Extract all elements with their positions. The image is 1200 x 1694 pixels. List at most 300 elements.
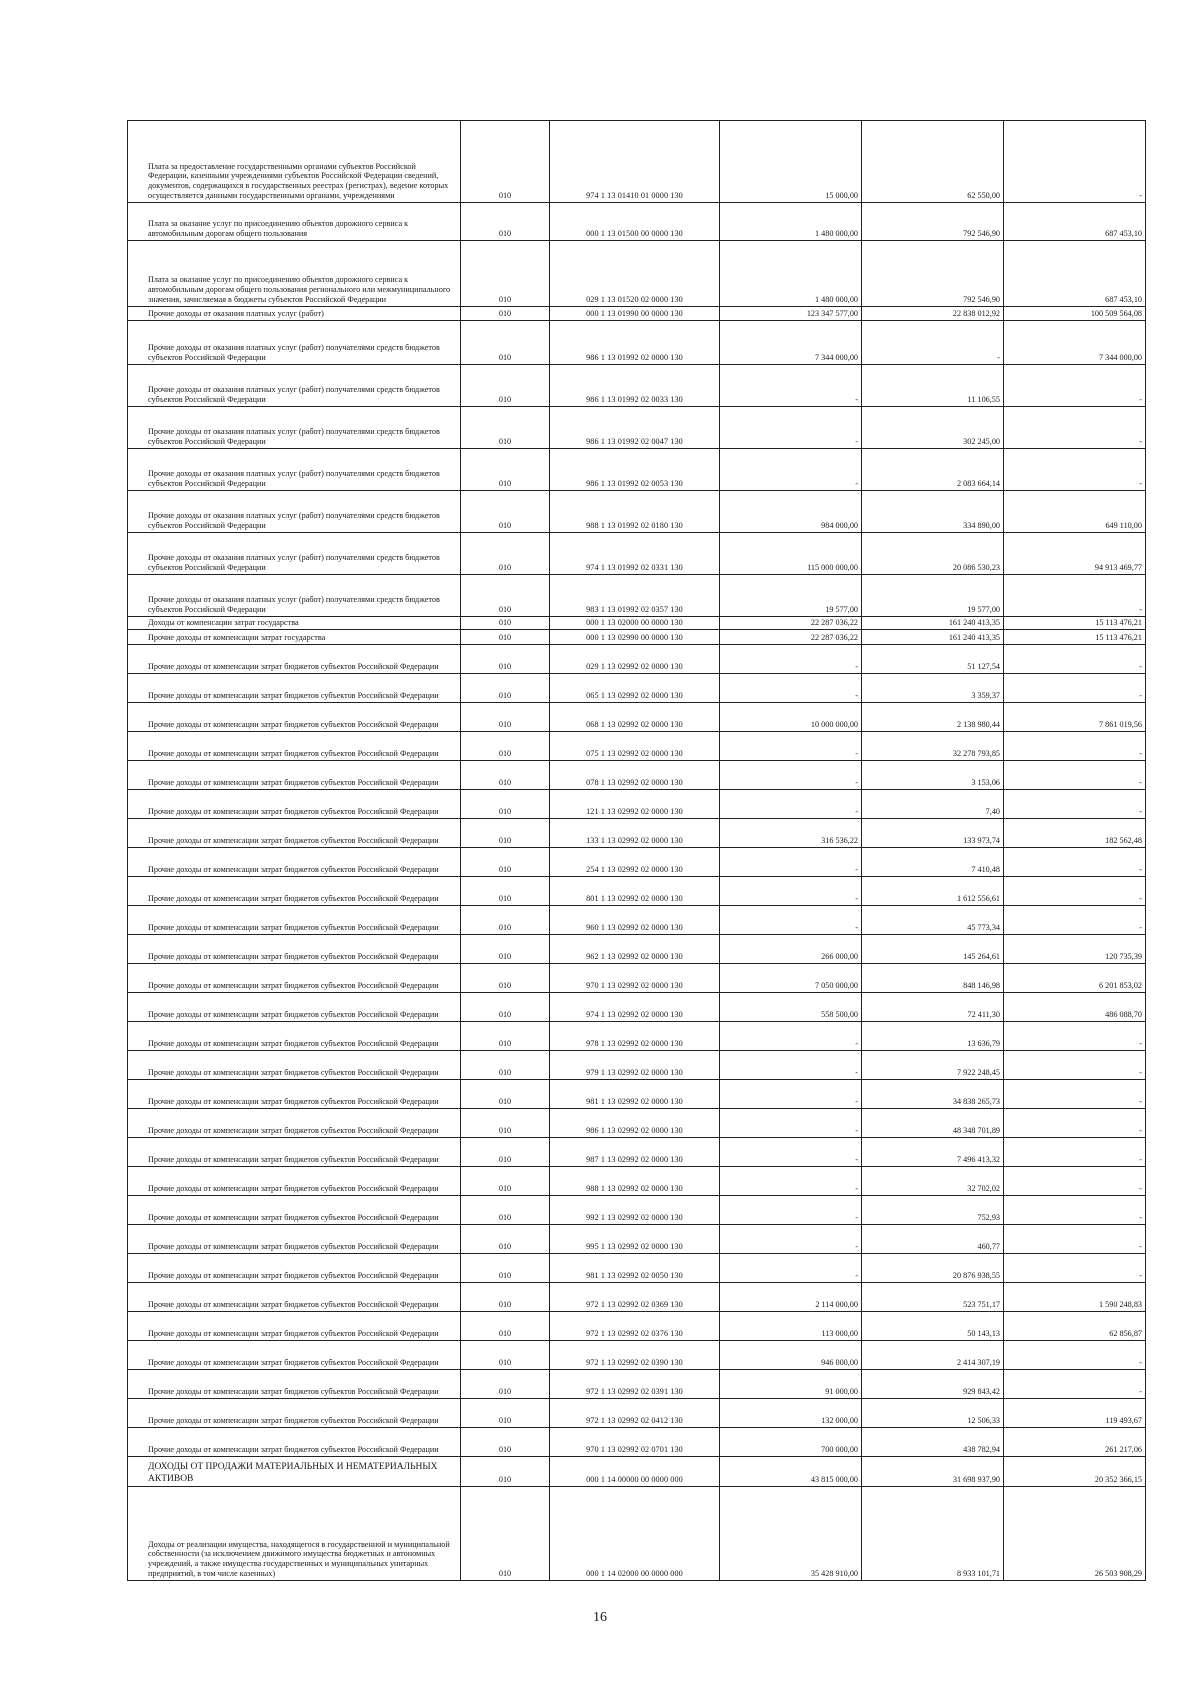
executed-amount-cell: 929 843,42 bbox=[862, 1370, 1004, 1399]
approved-amount-cell: 1 480 000,00 bbox=[720, 241, 862, 307]
approved-amount-cell: 700 000,00 bbox=[720, 1428, 862, 1457]
table-row bbox=[128, 964, 1146, 993]
line-code-cell: 010 bbox=[461, 877, 550, 906]
budget-classification-code-cell: 988 1 13 01992 02 0180 130 bbox=[550, 491, 720, 533]
approved-amount-cell: - bbox=[720, 674, 862, 703]
approved-amount-cell: 113 000,00 bbox=[720, 1312, 862, 1341]
table-row bbox=[128, 617, 1146, 630]
budget-classification-code-cell: 000 1 13 02990 00 0000 130 bbox=[550, 630, 720, 645]
income-name-cell: Плата за оказание услуг по присоединению объектов дорожного сервиса к автомобильным дорогам общего пользования bbox=[128, 203, 461, 241]
budget-classification-code-cell: 972 1 13 02992 02 0391 130 bbox=[550, 1370, 720, 1399]
income-name-cell: Прочие доходы от компенсации затрат бюджетов субъектов Российской Федерации bbox=[128, 1022, 461, 1051]
income-name-cell: Прочие доходы от компенсации затрат бюджетов субъектов Российской Федерации bbox=[128, 761, 461, 790]
table-row bbox=[128, 1225, 1146, 1254]
unexecuted-amount-cell: - bbox=[1004, 848, 1146, 877]
line-code-cell: 010 bbox=[461, 703, 550, 732]
approved-amount-cell: - bbox=[720, 1138, 862, 1167]
line-code-cell: 010 bbox=[461, 307, 550, 321]
line-code-cell: 010 bbox=[461, 1341, 550, 1370]
table-row bbox=[128, 848, 1146, 877]
executed-amount-cell: 2 083 664,14 bbox=[862, 449, 1004, 491]
budget-classification-code-cell: 986 1 13 01992 02 0000 130 bbox=[550, 321, 720, 365]
table-row bbox=[128, 1022, 1146, 1051]
executed-amount-cell: 12 506,33 bbox=[862, 1399, 1004, 1428]
budget-classification-code-cell: 992 1 13 02992 02 0000 130 bbox=[550, 1196, 720, 1225]
executed-amount-cell: 3 153,06 bbox=[862, 761, 1004, 790]
line-code-cell: 010 bbox=[461, 1138, 550, 1167]
executed-amount-cell: 34 838 265,73 bbox=[862, 1080, 1004, 1109]
unexecuted-amount-cell: 486 088,70 bbox=[1004, 993, 1146, 1022]
approved-amount-cell: 19 577,00 bbox=[720, 575, 862, 617]
approved-amount-cell: - bbox=[720, 848, 862, 877]
income-name-cell: Доходы от реализации имущества, находящегося в государственной и муниципальной собственности (за исключением движимого имущества бюджетных и автономных учреждений, а также имущества государственных и муниципальных унитарных предприятий, в том числе казенных) bbox=[128, 1487, 461, 1581]
table-row bbox=[128, 533, 1146, 575]
income-name-cell: Прочие доходы от компенсации затрат бюджетов субъектов Российской Федерации bbox=[128, 1225, 461, 1254]
unexecuted-amount-cell: 15 113 476,21 bbox=[1004, 617, 1146, 630]
income-name-cell: Прочие доходы от оказания платных услуг (работ) bbox=[128, 307, 461, 321]
line-code-cell: 010 bbox=[461, 1051, 550, 1080]
line-code-cell: 010 bbox=[461, 1487, 550, 1581]
report-table bbox=[127, 120, 1146, 1581]
executed-amount-cell: 2 414 307,19 bbox=[862, 1341, 1004, 1370]
executed-amount-cell: 161 240 413,35 bbox=[862, 630, 1004, 645]
approved-amount-cell: 2 114 000,00 bbox=[720, 1283, 862, 1312]
executed-amount-cell: 792 546,90 bbox=[862, 203, 1004, 241]
approved-amount-cell: - bbox=[720, 1167, 862, 1196]
unexecuted-amount-cell: - bbox=[1004, 1370, 1146, 1399]
budget-classification-code-cell: 029 1 13 01520 02 0000 130 bbox=[550, 241, 720, 307]
unexecuted-amount-cell: 94 913 469,77 bbox=[1004, 533, 1146, 575]
approved-amount-cell: 132 000,00 bbox=[720, 1399, 862, 1428]
budget-classification-code-cell: 979 1 13 02992 02 0000 130 bbox=[550, 1051, 720, 1080]
income-name-cell: Прочие доходы от компенсации затрат бюджетов субъектов Российской Федерации bbox=[128, 1080, 461, 1109]
executed-amount-cell: 145 264,61 bbox=[862, 935, 1004, 964]
table-row bbox=[128, 703, 1146, 732]
line-code-cell: 010 bbox=[461, 906, 550, 935]
income-name-cell: Прочие доходы от оказания платных услуг (работ) получателями средств бюджетов субъектов Российской Федерации bbox=[128, 407, 461, 449]
approved-amount-cell: - bbox=[720, 1225, 862, 1254]
income-name-cell: Прочие доходы от компенсации затрат бюджетов субъектов Российской Федерации bbox=[128, 906, 461, 935]
income-name-cell: Прочие доходы от компенсации затрат бюджетов субъектов Российской Федерации bbox=[128, 819, 461, 848]
budget-classification-code-cell: 986 1 13 01992 02 0033 130 bbox=[550, 365, 720, 407]
table-row bbox=[128, 365, 1146, 407]
executed-amount-cell: 20 086 530,23 bbox=[862, 533, 1004, 575]
income-name-cell: Прочие доходы от оказания платных услуг (работ) получателями средств бюджетов субъектов Российской Федерации bbox=[128, 449, 461, 491]
approved-amount-cell: 946 000,00 bbox=[720, 1341, 862, 1370]
budget-classification-code-cell: 078 1 13 02992 02 0000 130 bbox=[550, 761, 720, 790]
unexecuted-amount-cell: - bbox=[1004, 365, 1146, 407]
line-code-cell: 010 bbox=[461, 1080, 550, 1109]
unexecuted-amount-cell: 1 590 248,83 bbox=[1004, 1283, 1146, 1312]
table-row bbox=[128, 1051, 1146, 1080]
budget-classification-code-cell: 972 1 13 02992 02 0376 130 bbox=[550, 1312, 720, 1341]
budget-classification-code-cell: 121 1 13 02992 02 0000 130 bbox=[550, 790, 720, 819]
line-code-cell: 010 bbox=[461, 819, 550, 848]
line-code-cell: 010 bbox=[461, 964, 550, 993]
unexecuted-amount-cell: - bbox=[1004, 1254, 1146, 1283]
income-name-cell: Прочие доходы от компенсации затрат бюджетов субъектов Российской Федерации bbox=[128, 964, 461, 993]
table-row bbox=[128, 449, 1146, 491]
approved-amount-cell: 115 000 000,00 bbox=[720, 533, 862, 575]
line-code-cell: 010 bbox=[461, 241, 550, 307]
budget-classification-code-cell: 981 1 13 02992 02 0000 130 bbox=[550, 1080, 720, 1109]
line-code-cell: 010 bbox=[461, 1370, 550, 1399]
unexecuted-amount-cell: - bbox=[1004, 1167, 1146, 1196]
approved-amount-cell: 35 428 910,00 bbox=[720, 1487, 862, 1581]
unexecuted-amount-cell: 62 856,87 bbox=[1004, 1312, 1146, 1341]
approved-amount-cell: - bbox=[720, 1080, 862, 1109]
approved-amount-cell: 7 050 000,00 bbox=[720, 964, 862, 993]
budget-classification-code-cell: 987 1 13 02992 02 0000 130 bbox=[550, 1138, 720, 1167]
unexecuted-amount-cell: 7 861 019,56 bbox=[1004, 703, 1146, 732]
approved-amount-cell: - bbox=[720, 1022, 862, 1051]
approved-amount-cell: - bbox=[720, 1109, 862, 1138]
income-name-cell: Прочие доходы от компенсации затрат бюджетов субъектов Российской Федерации bbox=[128, 645, 461, 674]
income-name-cell: Прочие доходы от компенсации затрат бюджетов субъектов Российской Федерации bbox=[128, 877, 461, 906]
executed-amount-cell: 848 146,98 bbox=[862, 964, 1004, 993]
unexecuted-amount-cell: - bbox=[1004, 790, 1146, 819]
unexecuted-amount-cell: 20 352 366,15 bbox=[1004, 1457, 1146, 1487]
line-code-cell: 010 bbox=[461, 1225, 550, 1254]
unexecuted-amount-cell: 649 110,00 bbox=[1004, 491, 1146, 533]
table-row bbox=[128, 1428, 1146, 1457]
budget-classification-code-cell: 972 1 13 02992 02 0369 130 bbox=[550, 1283, 720, 1312]
table-row bbox=[128, 1399, 1146, 1428]
executed-amount-cell: 334 890,00 bbox=[862, 491, 1004, 533]
line-code-cell: 010 bbox=[461, 203, 550, 241]
unexecuted-amount-cell: 261 217,06 bbox=[1004, 1428, 1146, 1457]
approved-amount-cell: - bbox=[720, 645, 862, 674]
income-name-cell: Прочие доходы от оказания платных услуг (работ) получателями средств бюджетов субъектов Российской Федерации bbox=[128, 491, 461, 533]
unexecuted-amount-cell: - bbox=[1004, 449, 1146, 491]
line-code-cell: 010 bbox=[461, 1254, 550, 1283]
approved-amount-cell: 558 500,00 bbox=[720, 993, 862, 1022]
unexecuted-amount-cell: - bbox=[1004, 645, 1146, 674]
unexecuted-amount-cell: - bbox=[1004, 1341, 1146, 1370]
approved-amount-cell: - bbox=[720, 365, 862, 407]
table-row bbox=[128, 1109, 1146, 1138]
budget-classification-code-cell: 981 1 13 02992 02 0050 130 bbox=[550, 1254, 720, 1283]
budget-classification-code-cell: 986 1 13 01992 02 0047 130 bbox=[550, 407, 720, 449]
budget-classification-code-cell: 974 1 13 01992 02 0331 130 bbox=[550, 533, 720, 575]
budget-classification-code-cell: 000 1 13 01990 00 0000 130 bbox=[550, 307, 720, 321]
executed-amount-cell: 48 348 701,89 bbox=[862, 1109, 1004, 1138]
approved-amount-cell: - bbox=[720, 761, 862, 790]
table-row bbox=[128, 877, 1146, 906]
executed-amount-cell: 460,77 bbox=[862, 1225, 1004, 1254]
budget-classification-code-cell: 986 1 13 02992 02 0000 130 bbox=[550, 1109, 720, 1138]
approved-amount-cell: - bbox=[720, 732, 862, 761]
line-code-cell: 010 bbox=[461, 630, 550, 645]
line-code-cell: 010 bbox=[461, 674, 550, 703]
table-row bbox=[128, 575, 1146, 617]
table-row bbox=[128, 819, 1146, 848]
executed-amount-cell: 50 143,13 bbox=[862, 1312, 1004, 1341]
table-row bbox=[128, 630, 1146, 645]
unexecuted-amount-cell: - bbox=[1004, 1051, 1146, 1080]
line-code-cell: 010 bbox=[461, 321, 550, 365]
executed-amount-cell: 1 612 556,61 bbox=[862, 877, 1004, 906]
approved-amount-cell: 316 536,22 bbox=[720, 819, 862, 848]
table-row bbox=[128, 1167, 1146, 1196]
unexecuted-amount-cell: - bbox=[1004, 1080, 1146, 1109]
budget-classification-code-cell: 988 1 13 02992 02 0000 130 bbox=[550, 1167, 720, 1196]
line-code-cell: 010 bbox=[461, 848, 550, 877]
line-code-cell: 010 bbox=[461, 365, 550, 407]
income-name-cell: Прочие доходы от компенсации затрат бюджетов субъектов Российской Федерации bbox=[128, 993, 461, 1022]
approved-amount-cell: - bbox=[720, 906, 862, 935]
budget-classification-code-cell: 801 1 13 02992 02 0000 130 bbox=[550, 877, 720, 906]
approved-amount-cell: - bbox=[720, 877, 862, 906]
income-name-cell: Прочие доходы от оказания платных услуг (работ) получателями средств бюджетов субъектов Российской Федерации bbox=[128, 365, 461, 407]
budget-classification-code-cell: 000 1 13 02000 00 0000 130 bbox=[550, 617, 720, 630]
table-row bbox=[128, 1457, 1146, 1487]
line-code-cell: 010 bbox=[461, 1283, 550, 1312]
unexecuted-amount-cell: 120 735,39 bbox=[1004, 935, 1146, 964]
unexecuted-amount-cell: 119 493,67 bbox=[1004, 1399, 1146, 1428]
unexecuted-amount-cell: - bbox=[1004, 674, 1146, 703]
line-code-cell: 010 bbox=[461, 449, 550, 491]
line-code-cell: 010 bbox=[461, 1022, 550, 1051]
approved-amount-cell: 15 000,00 bbox=[720, 121, 862, 203]
unexecuted-amount-cell: 26 503 908,29 bbox=[1004, 1487, 1146, 1581]
approved-amount-cell: 91 000,00 bbox=[720, 1370, 862, 1399]
line-code-cell: 010 bbox=[461, 407, 550, 449]
table-row bbox=[128, 1196, 1146, 1225]
table-row bbox=[128, 1312, 1146, 1341]
executed-amount-cell: 523 751,17 bbox=[862, 1283, 1004, 1312]
executed-amount-cell: 72 411,30 bbox=[862, 993, 1004, 1022]
line-code-cell: 010 bbox=[461, 121, 550, 203]
income-name-cell: Прочие доходы от компенсации затрат бюджетов субъектов Российской Федерации bbox=[128, 732, 461, 761]
income-name-cell: Прочие доходы от компенсации затрат государства bbox=[128, 630, 461, 645]
line-code-cell: 010 bbox=[461, 1457, 550, 1487]
unexecuted-amount-cell: - bbox=[1004, 906, 1146, 935]
line-code-cell: 010 bbox=[461, 761, 550, 790]
executed-amount-cell: 2 138 980,44 bbox=[862, 703, 1004, 732]
income-name-cell: Прочие доходы от компенсации затрат бюджетов субъектов Российской Федерации bbox=[128, 1399, 461, 1428]
budget-classification-code-cell: 995 1 13 02992 02 0000 130 bbox=[550, 1225, 720, 1254]
unexecuted-amount-cell: 6 201 853,02 bbox=[1004, 964, 1146, 993]
income-name-cell: Прочие доходы от компенсации затрат бюджетов субъектов Российской Федерации bbox=[128, 1283, 461, 1312]
executed-amount-cell: 11 106,55 bbox=[862, 365, 1004, 407]
line-code-cell: 010 bbox=[461, 617, 550, 630]
income-name-cell: Прочие доходы от оказания платных услуг (работ) получателями средств бюджетов субъектов Российской Федерации bbox=[128, 321, 461, 365]
table-row bbox=[128, 1254, 1146, 1283]
unexecuted-amount-cell: 687 453,10 bbox=[1004, 241, 1146, 307]
income-name-cell: Прочие доходы от компенсации затрат бюджетов субъектов Российской Федерации bbox=[128, 1370, 461, 1399]
budget-classification-code-cell: 983 1 13 01992 02 0357 130 bbox=[550, 575, 720, 617]
executed-amount-cell: 7 410,48 bbox=[862, 848, 1004, 877]
line-code-cell: 010 bbox=[461, 645, 550, 674]
line-code-cell: 010 bbox=[461, 1109, 550, 1138]
table-row bbox=[128, 241, 1146, 307]
unexecuted-amount-cell: - bbox=[1004, 1138, 1146, 1167]
table-row bbox=[128, 761, 1146, 790]
executed-amount-cell: 7,40 bbox=[862, 790, 1004, 819]
table-row bbox=[128, 1370, 1146, 1399]
approved-amount-cell: - bbox=[720, 1196, 862, 1225]
unexecuted-amount-cell: - bbox=[1004, 1109, 1146, 1138]
page-number: 16 bbox=[593, 1610, 607, 1625]
income-name-cell: Прочие доходы от компенсации затрат бюджетов субъектов Российской Федерации bbox=[128, 935, 461, 964]
executed-amount-cell: 792 546,90 bbox=[862, 241, 1004, 307]
executed-amount-cell: 7 922 248,45 bbox=[862, 1051, 1004, 1080]
budget-classification-code-cell: 960 1 13 02992 02 0000 130 bbox=[550, 906, 720, 935]
income-name-cell: Прочие доходы от компенсации затрат бюджетов субъектов Российской Федерации bbox=[128, 1051, 461, 1080]
table-row bbox=[128, 1138, 1146, 1167]
executed-amount-cell: 7 496 413,32 bbox=[862, 1138, 1004, 1167]
executed-amount-cell: 19 577,00 bbox=[862, 575, 1004, 617]
executed-amount-cell: 45 773,34 bbox=[862, 906, 1004, 935]
unexecuted-amount-cell: - bbox=[1004, 1022, 1146, 1051]
approved-amount-cell: 43 815 000,00 bbox=[720, 1457, 862, 1487]
approved-amount-cell: 7 344 000,00 bbox=[720, 321, 862, 365]
income-name-cell: Прочие доходы от компенсации затрат бюджетов субъектов Российской Федерации bbox=[128, 1196, 461, 1225]
table-row bbox=[128, 1283, 1146, 1312]
table-row bbox=[128, 407, 1146, 449]
executed-amount-cell: 133 973,74 bbox=[862, 819, 1004, 848]
unexecuted-amount-cell: 100 509 564,08 bbox=[1004, 307, 1146, 321]
budget-classification-code-cell: 029 1 13 02992 02 0000 130 bbox=[550, 645, 720, 674]
table-row bbox=[128, 645, 1146, 674]
executed-amount-cell: 752,93 bbox=[862, 1196, 1004, 1225]
table-row bbox=[128, 121, 1146, 203]
income-name-cell: Прочие доходы от оказания платных услуг (работ) получателями средств бюджетов субъектов Российской Федерации bbox=[128, 575, 461, 617]
executed-amount-cell: 22 838 012,92 bbox=[862, 307, 1004, 321]
approved-amount-cell: 22 287 036,22 bbox=[720, 630, 862, 645]
approved-amount-cell: 266 000,00 bbox=[720, 935, 862, 964]
budget-classification-code-cell: 986 1 13 01992 02 0053 130 bbox=[550, 449, 720, 491]
line-code-cell: 010 bbox=[461, 491, 550, 533]
budget-classification-code-cell: 254 1 13 02992 02 0000 130 bbox=[550, 848, 720, 877]
table-row bbox=[128, 674, 1146, 703]
income-name-cell: Прочие доходы от компенсации затрат бюджетов субъектов Российской Федерации bbox=[128, 1167, 461, 1196]
income-name-cell: Прочие доходы от компенсации затрат бюджетов субъектов Российской Федерации bbox=[128, 1254, 461, 1283]
approved-amount-cell: - bbox=[720, 790, 862, 819]
income-name-cell: Прочие доходы от оказания платных услуг (работ) получателями средств бюджетов субъектов Российской Федерации bbox=[128, 533, 461, 575]
executed-amount-cell: 62 550,00 bbox=[862, 121, 1004, 203]
income-name-cell: Прочие доходы от компенсации затрат бюджетов субъектов Российской Федерации bbox=[128, 1312, 461, 1341]
budget-classification-code-cell: 974 1 13 01410 01 0000 130 bbox=[550, 121, 720, 203]
table-row bbox=[128, 906, 1146, 935]
income-name-cell: Доходы от компенсации затрат государства bbox=[128, 617, 461, 630]
unexecuted-amount-cell: - bbox=[1004, 121, 1146, 203]
income-name-cell: Прочие доходы от компенсации затрат бюджетов субъектов Российской Федерации bbox=[128, 1138, 461, 1167]
table-row bbox=[128, 203, 1146, 241]
income-name-cell: Прочие доходы от компенсации затрат бюджетов субъектов Российской Федерации bbox=[128, 1341, 461, 1370]
budget-classification-code-cell: 065 1 13 02992 02 0000 130 bbox=[550, 674, 720, 703]
unexecuted-amount-cell: - bbox=[1004, 407, 1146, 449]
unexecuted-amount-cell: - bbox=[1004, 761, 1146, 790]
report-table-body bbox=[128, 121, 1146, 1581]
income-name-cell: Прочие доходы от компенсации затрат бюджетов субъектов Российской Федерации bbox=[128, 1428, 461, 1457]
executed-amount-cell: 20 876 938,55 bbox=[862, 1254, 1004, 1283]
line-code-cell: 010 bbox=[461, 1167, 550, 1196]
table-row bbox=[128, 732, 1146, 761]
approved-amount-cell: 22 287 036,22 bbox=[720, 617, 862, 630]
approved-amount-cell: 123 347 577,00 bbox=[720, 307, 862, 321]
executed-amount-cell: 161 240 413,35 bbox=[862, 617, 1004, 630]
income-name-cell: Прочие доходы от компенсации затрат бюджетов субъектов Российской Федерации bbox=[128, 848, 461, 877]
income-name-cell: Прочие доходы от компенсации затрат бюджетов субъектов Российской Федерации bbox=[128, 790, 461, 819]
table-row bbox=[128, 790, 1146, 819]
approved-amount-cell: - bbox=[720, 1254, 862, 1283]
approved-amount-cell: 1 480 000,00 bbox=[720, 203, 862, 241]
executed-amount-cell: 32 278 793,85 bbox=[862, 732, 1004, 761]
approved-amount-cell: - bbox=[720, 449, 862, 491]
table-row bbox=[128, 1080, 1146, 1109]
line-code-cell: 010 bbox=[461, 993, 550, 1022]
unexecuted-amount-cell: - bbox=[1004, 732, 1146, 761]
budget-classification-code-cell: 972 1 13 02992 02 0412 130 bbox=[550, 1399, 720, 1428]
budget-classification-code-cell: 970 1 13 02992 02 0701 130 bbox=[550, 1428, 720, 1457]
income-name-cell: Плата за предоставление государственными органами субъектов Российской Федерации, казенными учреждениями субъектов Российской Федерации сведений, документов, содержащихся в государственных реестрах (регистрах), ведение которых осуществляется данными государственными органами, учреждениями bbox=[128, 121, 461, 203]
unexecuted-amount-cell: 687 453,10 bbox=[1004, 203, 1146, 241]
executed-amount-cell: 302 245,00 bbox=[862, 407, 1004, 449]
approved-amount-cell: 10 000 000,00 bbox=[720, 703, 862, 732]
line-code-cell: 010 bbox=[461, 1399, 550, 1428]
table-row bbox=[128, 1341, 1146, 1370]
line-code-cell: 010 bbox=[461, 533, 550, 575]
executed-amount-cell: 13 636,79 bbox=[862, 1022, 1004, 1051]
unexecuted-amount-cell: - bbox=[1004, 575, 1146, 617]
approved-amount-cell: - bbox=[720, 1051, 862, 1080]
executed-amount-cell: 438 782,94 bbox=[862, 1428, 1004, 1457]
table-row bbox=[128, 307, 1146, 321]
unexecuted-amount-cell: 182 562,48 bbox=[1004, 819, 1146, 848]
income-name-cell: Плата за оказание услуг по присоединению объектов дорожного сервиса к автомобильным дорогам общего пользования регионального или межмуниципального значения, зачисляемая в бюджеты субъектов Российской Федерации bbox=[128, 241, 461, 307]
line-code-cell: 010 bbox=[461, 1196, 550, 1225]
income-name-cell: Прочие доходы от компенсации затрат бюджетов субъектов Российской Федерации bbox=[128, 1109, 461, 1138]
table-row bbox=[128, 1487, 1146, 1581]
line-code-cell: 010 bbox=[461, 1428, 550, 1457]
income-name-cell: Прочие доходы от компенсации затрат бюджетов субъектов Российской Федерации bbox=[128, 674, 461, 703]
budget-classification-code-cell: 978 1 13 02992 02 0000 130 bbox=[550, 1022, 720, 1051]
unexecuted-amount-cell: 15 113 476,21 bbox=[1004, 630, 1146, 645]
executed-amount-cell: 31 698 937,90 bbox=[862, 1457, 1004, 1487]
line-code-cell: 010 bbox=[461, 732, 550, 761]
executed-amount-cell: 51 127,54 bbox=[862, 645, 1004, 674]
approved-amount-cell: 984 000,00 bbox=[720, 491, 862, 533]
budget-classification-code-cell: 075 1 13 02992 02 0000 130 bbox=[550, 732, 720, 761]
budget-classification-code-cell: 962 1 13 02992 02 0000 130 bbox=[550, 935, 720, 964]
budget-classification-code-cell: 974 1 13 02992 02 0000 130 bbox=[550, 993, 720, 1022]
executed-amount-cell: 8 933 101,71 bbox=[862, 1487, 1004, 1581]
table-row bbox=[128, 321, 1146, 365]
unexecuted-amount-cell: - bbox=[1004, 1196, 1146, 1225]
budget-classification-code-cell: 133 1 13 02992 02 0000 130 bbox=[550, 819, 720, 848]
line-code-cell: 010 bbox=[461, 790, 550, 819]
budget-classification-code-cell: 972 1 13 02992 02 0390 130 bbox=[550, 1341, 720, 1370]
unexecuted-amount-cell: 7 344 000,00 bbox=[1004, 321, 1146, 365]
income-name-cell: ДОХОДЫ ОТ ПРОДАЖИ МАТЕРИАЛЬНЫХ И НЕМАТЕРИАЛЬНЫХ АКТИВОВ bbox=[128, 1457, 461, 1487]
unexecuted-amount-cell: - bbox=[1004, 1225, 1146, 1254]
line-code-cell: 010 bbox=[461, 575, 550, 617]
budget-classification-code-cell: 000 1 13 01500 00 0000 130 bbox=[550, 203, 720, 241]
table-row bbox=[128, 993, 1146, 1022]
executed-amount-cell: - bbox=[862, 321, 1004, 365]
executed-amount-cell: 3 359,37 bbox=[862, 674, 1004, 703]
unexecuted-amount-cell: - bbox=[1004, 877, 1146, 906]
line-code-cell: 010 bbox=[461, 1312, 550, 1341]
table-row bbox=[128, 935, 1146, 964]
approved-amount-cell: - bbox=[720, 407, 862, 449]
income-name-cell: Прочие доходы от компенсации затрат бюджетов субъектов Российской Федерации bbox=[128, 703, 461, 732]
budget-classification-code-cell: 068 1 13 02992 02 0000 130 bbox=[550, 703, 720, 732]
budget-classification-code-cell: 970 1 13 02992 02 0000 130 bbox=[550, 964, 720, 993]
executed-amount-cell: 32 702,02 bbox=[862, 1167, 1004, 1196]
